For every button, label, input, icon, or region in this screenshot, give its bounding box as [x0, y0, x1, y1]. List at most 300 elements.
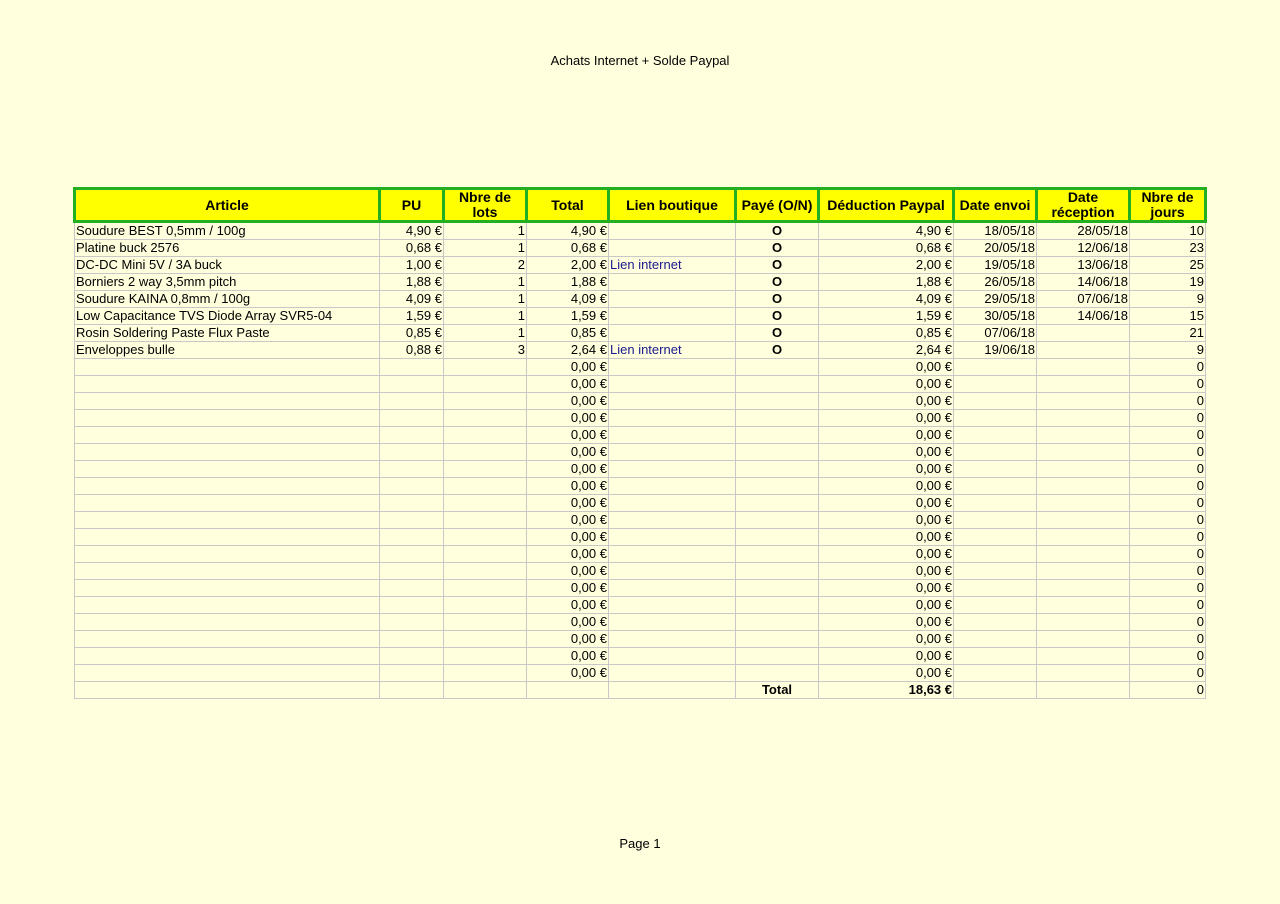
total-cell-empty [75, 682, 380, 699]
cell-paid: O [736, 308, 819, 325]
cell-unit-price [380, 461, 444, 478]
cell-receipt-date [1037, 648, 1130, 665]
cell-ship-date: 30/05/18 [954, 308, 1037, 325]
cell-lot-count [444, 461, 527, 478]
cell-paid [736, 359, 819, 376]
cell-paid [736, 393, 819, 410]
cell-ship-date [954, 410, 1037, 427]
cell-ship-date [954, 665, 1037, 682]
cell-paypal-deduction: 0,00 € [819, 529, 954, 546]
cell-day-count: 19 [1130, 274, 1206, 291]
cell-day-count: 9 [1130, 291, 1206, 308]
table-row [75, 444, 1206, 461]
cell-paypal-deduction: 0,68 € [819, 240, 954, 257]
cell-total: 1,59 € [527, 308, 609, 325]
cell-shop-link [609, 410, 736, 427]
cell-paypal-deduction: 0,00 € [819, 478, 954, 495]
cell-paid [736, 529, 819, 546]
cell-lot-count [444, 444, 527, 461]
cell-receipt-date: 28/05/18 [1037, 222, 1130, 240]
cell-lot-count [444, 529, 527, 546]
cell-lot-count: 1 [444, 308, 527, 325]
cell-total: 0,00 € [527, 410, 609, 427]
cell-paid: O [736, 325, 819, 342]
cell-paid [736, 376, 819, 393]
cell-lot-count: 3 [444, 342, 527, 359]
table-row [75, 308, 1206, 325]
cell-total: 0,00 € [527, 376, 609, 393]
cell-article [75, 495, 380, 512]
cell-receipt-date [1037, 359, 1130, 376]
cell-total: 2,00 € [527, 257, 609, 274]
cell-lot-count [444, 614, 527, 631]
total-cell-empty [1037, 682, 1130, 699]
cell-lot-count [444, 478, 527, 495]
cell-ship-date [954, 529, 1037, 546]
cell-lot-count [444, 410, 527, 427]
cell-article: Borniers 2 way 3,5mm pitch [75, 274, 380, 291]
cell-total: 0,00 € [527, 631, 609, 648]
cell-day-count: 0 [1130, 478, 1206, 495]
cell-lot-count [444, 427, 527, 444]
cell-unit-price: 1,88 € [380, 274, 444, 291]
cell-receipt-date [1037, 512, 1130, 529]
table-row [75, 342, 1206, 359]
table-row [75, 325, 1206, 342]
cell-unit-price [380, 478, 444, 495]
cell-ship-date [954, 614, 1037, 631]
shop-link[interactable]: Lien internet [609, 342, 736, 359]
cell-unit-price [380, 529, 444, 546]
cell-total: 0,00 € [527, 614, 609, 631]
cell-paypal-deduction: 0,00 € [819, 614, 954, 631]
table-row [75, 376, 1206, 393]
cell-day-count: 0 [1130, 597, 1206, 614]
table-row [75, 631, 1206, 648]
cell-day-count: 21 [1130, 325, 1206, 342]
cell-article [75, 376, 380, 393]
table-row [75, 410, 1206, 427]
cell-article [75, 512, 380, 529]
cell-paypal-deduction: 0,00 € [819, 597, 954, 614]
cell-receipt-date [1037, 478, 1130, 495]
cell-article [75, 529, 380, 546]
cell-paid: O [736, 291, 819, 308]
cell-shop-link [609, 291, 736, 308]
cell-paid [736, 410, 819, 427]
cell-receipt-date [1037, 342, 1130, 359]
cell-shop-link [609, 529, 736, 546]
cell-unit-price [380, 597, 444, 614]
cell-day-count: 0 [1130, 461, 1206, 478]
cell-receipt-date [1037, 376, 1130, 393]
table-row [75, 427, 1206, 444]
cell-paypal-deduction: 0,00 € [819, 359, 954, 376]
cell-day-count: 0 [1130, 495, 1206, 512]
table-row [75, 512, 1206, 529]
cell-paid [736, 546, 819, 563]
cell-paid [736, 665, 819, 682]
cell-article [75, 563, 380, 580]
cell-article [75, 444, 380, 461]
cell-paypal-deduction: 0,00 € [819, 376, 954, 393]
cell-shop-link [609, 614, 736, 631]
cell-lot-count [444, 393, 527, 410]
cell-total: 0,00 € [527, 461, 609, 478]
cell-total: 4,09 € [527, 291, 609, 308]
cell-lot-count [444, 512, 527, 529]
cell-ship-date [954, 597, 1037, 614]
cell-ship-date [954, 512, 1037, 529]
cell-unit-price [380, 563, 444, 580]
cell-receipt-date [1037, 665, 1130, 682]
cell-shop-link [609, 427, 736, 444]
cell-lot-count: 1 [444, 222, 527, 240]
cell-ship-date [954, 376, 1037, 393]
cell-unit-price [380, 614, 444, 631]
cell-receipt-date [1037, 546, 1130, 563]
cell-ship-date [954, 495, 1037, 512]
cell-ship-date: 18/05/18 [954, 222, 1037, 240]
cell-article [75, 597, 380, 614]
cell-unit-price: 0,85 € [380, 325, 444, 342]
cell-lot-count [444, 546, 527, 563]
cell-total: 1,88 € [527, 274, 609, 291]
cell-article: Soudure BEST 0,5mm / 100g [75, 222, 380, 240]
cell-shop-link [609, 240, 736, 257]
cell-total: 0,00 € [527, 546, 609, 563]
cell-paypal-deduction: 0,00 € [819, 410, 954, 427]
cell-shop-link [609, 495, 736, 512]
cell-paypal-deduction: 2,64 € [819, 342, 954, 359]
table-row [75, 222, 1206, 240]
cell-shop-link [609, 222, 736, 240]
cell-unit-price: 0,88 € [380, 342, 444, 359]
cell-paypal-deduction: 0,00 € [819, 444, 954, 461]
cell-unit-price: 1,59 € [380, 308, 444, 325]
cell-receipt-date [1037, 597, 1130, 614]
cell-day-count: 0 [1130, 359, 1206, 376]
cell-receipt-date [1037, 410, 1130, 427]
table-row [75, 359, 1206, 376]
cell-day-count: 0 [1130, 580, 1206, 597]
cell-article [75, 614, 380, 631]
cell-ship-date [954, 461, 1037, 478]
cell-total: 0,00 € [527, 427, 609, 444]
cell-ship-date: 26/05/18 [954, 274, 1037, 291]
cell-shop-link [609, 631, 736, 648]
cell-paypal-deduction: 0,85 € [819, 325, 954, 342]
cell-ship-date: 07/06/18 [954, 325, 1037, 342]
cell-day-count: 0 [1130, 512, 1206, 529]
total-cell-empty [380, 682, 444, 699]
cell-paid [736, 461, 819, 478]
shop-link[interactable]: Lien internet [609, 257, 736, 274]
cell-lot-count [444, 563, 527, 580]
cell-total: 0,00 € [527, 478, 609, 495]
cell-ship-date [954, 580, 1037, 597]
cell-paid [736, 427, 819, 444]
header-paypal-deduction: Déduction Paypal [819, 189, 954, 222]
cell-total: 0,00 € [527, 393, 609, 410]
cell-shop-link [609, 359, 736, 376]
cell-paid [736, 495, 819, 512]
cell-total: 0,68 € [527, 240, 609, 257]
cell-ship-date [954, 563, 1037, 580]
cell-article [75, 648, 380, 665]
cell-day-count: 0 [1130, 648, 1206, 665]
cell-paid [736, 563, 819, 580]
cell-article [75, 580, 380, 597]
cell-ship-date [954, 648, 1037, 665]
cell-shop-link [609, 461, 736, 478]
cell-total: 0,00 € [527, 563, 609, 580]
cell-article [75, 359, 380, 376]
table-row [75, 529, 1206, 546]
header-shop-link: Lien boutique [609, 189, 736, 222]
cell-receipt-date [1037, 461, 1130, 478]
cell-total: 0,00 € [527, 512, 609, 529]
cell-total: 4,90 € [527, 222, 609, 240]
cell-receipt-date [1037, 444, 1130, 461]
cell-day-count: 0 [1130, 393, 1206, 410]
cell-unit-price [380, 631, 444, 648]
cell-paid [736, 648, 819, 665]
table-row [75, 291, 1206, 308]
cell-unit-price [380, 376, 444, 393]
cell-article [75, 665, 380, 682]
cell-article: DC-DC Mini 5V / 3A buck [75, 257, 380, 274]
cell-paid [736, 614, 819, 631]
total-deduction: 18,63 € [819, 682, 954, 699]
cell-shop-link [609, 393, 736, 410]
cell-paypal-deduction: 0,00 € [819, 495, 954, 512]
table-row [75, 597, 1206, 614]
header-receipt-date: Date réception [1037, 189, 1130, 222]
cell-paypal-deduction: 2,00 € [819, 257, 954, 274]
total-cell-empty [527, 682, 609, 699]
cell-lot-count [444, 648, 527, 665]
cell-unit-price [380, 410, 444, 427]
cell-lot-count: 1 [444, 325, 527, 342]
cell-lot-count [444, 376, 527, 393]
cell-shop-link [609, 580, 736, 597]
cell-day-count: 0 [1130, 665, 1206, 682]
cell-paid [736, 512, 819, 529]
cell-paid [736, 478, 819, 495]
cell-paid [736, 444, 819, 461]
cell-article: Low Capacitance TVS Diode Array SVR5-04 [75, 308, 380, 325]
cell-total: 2,64 € [527, 342, 609, 359]
cell-unit-price: 1,00 € [380, 257, 444, 274]
cell-total: 0,85 € [527, 325, 609, 342]
cell-paypal-deduction: 0,00 € [819, 461, 954, 478]
table-row [75, 274, 1206, 291]
cell-article [75, 631, 380, 648]
cell-receipt-date [1037, 631, 1130, 648]
cell-shop-link [609, 546, 736, 563]
cell-total: 0,00 € [527, 359, 609, 376]
cell-shop-link [609, 376, 736, 393]
cell-shop-link [609, 648, 736, 665]
cell-unit-price [380, 495, 444, 512]
cell-ship-date: 19/05/18 [954, 257, 1037, 274]
cell-unit-price [380, 444, 444, 461]
cell-lot-count [444, 665, 527, 682]
table-row [75, 580, 1206, 597]
cell-shop-link [609, 325, 736, 342]
cell-paid [736, 597, 819, 614]
cell-day-count: 0 [1130, 563, 1206, 580]
cell-paypal-deduction: 0,00 € [819, 512, 954, 529]
cell-paypal-deduction: 0,00 € [819, 580, 954, 597]
cell-shop-link [609, 274, 736, 291]
header-day-count: Nbre de jours [1130, 189, 1206, 222]
header-paid: Payé (O/N) [736, 189, 819, 222]
cell-total: 0,00 € [527, 580, 609, 597]
cell-receipt-date: 13/06/18 [1037, 257, 1130, 274]
total-cell-empty [609, 682, 736, 699]
cell-total: 0,00 € [527, 529, 609, 546]
cell-ship-date [954, 631, 1037, 648]
table-row [75, 546, 1206, 563]
cell-receipt-date: 12/06/18 [1037, 240, 1130, 257]
cell-paid: O [736, 240, 819, 257]
cell-ship-date [954, 546, 1037, 563]
purchases-table [73, 187, 1207, 699]
cell-day-count: 0 [1130, 631, 1206, 648]
cell-day-count: 0 [1130, 444, 1206, 461]
cell-receipt-date: 14/06/18 [1037, 308, 1130, 325]
cell-receipt-date [1037, 563, 1130, 580]
cell-shop-link [609, 512, 736, 529]
cell-receipt-date [1037, 393, 1130, 410]
cell-total: 0,00 € [527, 648, 609, 665]
cell-shop-link [609, 665, 736, 682]
cell-receipt-date [1037, 529, 1130, 546]
cell-article: Enveloppes bulle [75, 342, 380, 359]
cell-receipt-date [1037, 614, 1130, 631]
table-row [75, 495, 1206, 512]
table-row [75, 614, 1206, 631]
cell-ship-date [954, 478, 1037, 495]
cell-ship-date [954, 359, 1037, 376]
cell-receipt-date: 07/06/18 [1037, 291, 1130, 308]
cell-article [75, 393, 380, 410]
header-total: Total [527, 189, 609, 222]
cell-lot-count [444, 631, 527, 648]
cell-day-count: 0 [1130, 546, 1206, 563]
cell-day-count: 0 [1130, 529, 1206, 546]
table-row [75, 393, 1206, 410]
table-row [75, 461, 1206, 478]
cell-lot-count: 1 [444, 240, 527, 257]
header-article: Article [75, 189, 380, 222]
cell-lot-count: 2 [444, 257, 527, 274]
cell-total: 0,00 € [527, 444, 609, 461]
cell-article [75, 427, 380, 444]
cell-day-count: 0 [1130, 614, 1206, 631]
table-row [75, 257, 1206, 274]
cell-ship-date: 20/05/18 [954, 240, 1037, 257]
total-label: Total [736, 682, 819, 699]
cell-paid: O [736, 342, 819, 359]
cell-receipt-date [1037, 325, 1130, 342]
cell-unit-price [380, 648, 444, 665]
cell-unit-price: 0,68 € [380, 240, 444, 257]
cell-day-count: 0 [1130, 427, 1206, 444]
table-row [75, 665, 1206, 682]
header-lot-count: Nbre de lots [444, 189, 527, 222]
cell-lot-count [444, 359, 527, 376]
table-row [75, 563, 1206, 580]
cell-day-count: 15 [1130, 308, 1206, 325]
cell-paid: O [736, 274, 819, 291]
header-unit-price: PU [380, 189, 444, 222]
table-row [75, 240, 1206, 257]
cell-shop-link [609, 478, 736, 495]
cell-unit-price: 4,90 € [380, 222, 444, 240]
cell-paypal-deduction: 1,59 € [819, 308, 954, 325]
table-body [75, 222, 1206, 699]
cell-unit-price [380, 393, 444, 410]
cell-shop-link [609, 444, 736, 461]
cell-shop-link [609, 597, 736, 614]
cell-lot-count: 1 [444, 274, 527, 291]
cell-lot-count [444, 495, 527, 512]
cell-receipt-date: 14/06/18 [1037, 274, 1130, 291]
cell-article: Soudure KAINA 0,8mm / 100g [75, 291, 380, 308]
table-row [75, 478, 1206, 495]
cell-total: 0,00 € [527, 495, 609, 512]
cell-ship-date [954, 444, 1037, 461]
cell-unit-price [380, 665, 444, 682]
cell-receipt-date [1037, 495, 1130, 512]
total-cell-empty [954, 682, 1037, 699]
page-number: Page 1 [619, 836, 661, 851]
cell-paid: O [736, 257, 819, 274]
cell-day-count: 9 [1130, 342, 1206, 359]
cell-article [75, 410, 380, 427]
cell-paypal-deduction: 0,00 € [819, 631, 954, 648]
cell-paid: O [736, 222, 819, 240]
cell-lot-count [444, 580, 527, 597]
cell-receipt-date [1037, 427, 1130, 444]
cell-paypal-deduction: 4,09 € [819, 291, 954, 308]
cell-article: Platine buck 2576 [75, 240, 380, 257]
cell-unit-price [380, 546, 444, 563]
cell-shop-link [609, 308, 736, 325]
cell-day-count: 23 [1130, 240, 1206, 257]
cell-paypal-deduction: 0,00 € [819, 648, 954, 665]
cell-paypal-deduction: 0,00 € [819, 665, 954, 682]
cell-unit-price [380, 359, 444, 376]
cell-ship-date [954, 427, 1037, 444]
cell-day-count: 0 [1130, 410, 1206, 427]
cell-paypal-deduction: 1,88 € [819, 274, 954, 291]
page-title: Achats Internet + Solde Paypal [550, 53, 730, 68]
header-ship-date: Date envoi [954, 189, 1037, 222]
cell-paypal-deduction: 4,90 € [819, 222, 954, 240]
cell-shop-link [609, 563, 736, 580]
cell-ship-date [954, 393, 1037, 410]
cell-article [75, 461, 380, 478]
cell-unit-price [380, 427, 444, 444]
cell-paypal-deduction: 0,00 € [819, 563, 954, 580]
cell-article: Rosin Soldering Paste Flux Paste [75, 325, 380, 342]
total-cell-empty [444, 682, 527, 699]
cell-paid [736, 580, 819, 597]
